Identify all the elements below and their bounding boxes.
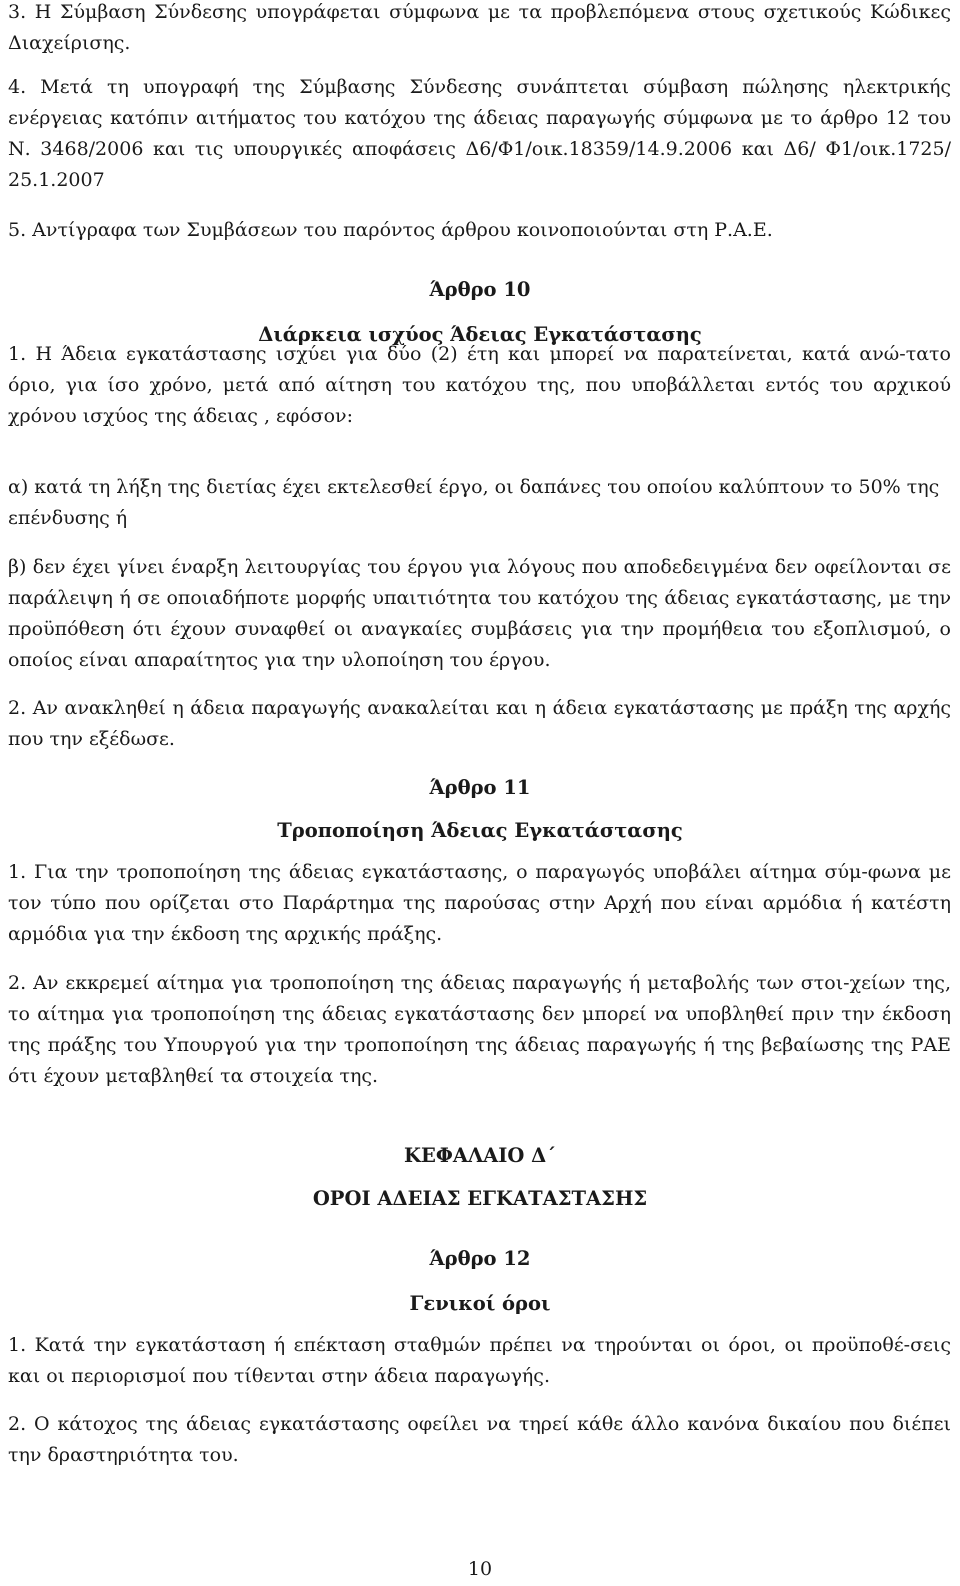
paragraph-4-sale-contract: 4. Μετά τη υπογραφή της Σύμβασης Σύνδεσης συνάπτεται σύμβαση πώλησης ηλεκτρικής ενέργειας κατόπιν αιτήματος του κατόχου της άδειας παραγωγής σύμφωνα με το άρθρο 12 του Ν. 3468/2006 και τις υπουργικές αποφάσεις Δ6/Φ1/οικ.18359/14.9.2006 και Δ6/ Φ1/οικ.1725/ 25.1.2007 bbox=[8, 76, 951, 191]
article-12-paragraph-1: 1. Κατά την εγκατάσταση ή επέκταση σταθμών πρέπει να τηρούνται οι όροι, οι προϋποθέ-σεις και οι περιορισμοί που τίθενται στην άδεια παραγωγής. bbox=[8, 1334, 951, 1387]
article-10-title: Διάρκεια ισχύος Άδειας Εγκατάστασης bbox=[258, 323, 702, 346]
chapter-title: ΟΡΟΙ ΑΔΕΙΑΣ ΕΓΚΑΤΑΣΤΑΣΗΣ bbox=[312, 1187, 648, 1210]
article-10-paragraph-1: 1. Η Άδεια εγκατάστασης ισχύει για δύο (2) έτη και μπορεί να παρατείνεται, κατά ανώ-τατο όριο, για ίσο χρόνο, μετά από αίτηση του κατόχου της, που υποβάλλεται εντός του αρχικού χρόνου ισχύος της άδειας , εφόσον: bbox=[8, 343, 951, 427]
article-12-heading: Άρθρο 12 bbox=[429, 1247, 531, 1270]
article-10-clause-a: α) κατά τη λήξη της διετίας έχει εκτελεσθεί έργο, οι δαπάνες του οποίου καλύπτουν το 50% της επένδυσης ή bbox=[8, 476, 940, 529]
article-11-paragraph-2: 2. Αν εκκρεμεί αίτημα για τροποποίηση της άδειας παραγωγής ή μεταβολής των στοι-χείων της, το αίτημα για τροποποίηση της άδειας εγκατάστασης δεν μπορεί να υποβληθεί πριν την έκδοση της πράξης του Υπουργού για την τροποποίηση της άδειας παραγωγής ή της βεβαίωσης της ΡΑΕ ότι έχουν μεταβληθεί τα στοιχεία της. bbox=[8, 972, 951, 1087]
article-12-paragraph-2: 2. Ο κάτοχος της άδειας εγκατάστασης οφείλει να τηρεί κάθε άλλο κανόνα δικαίου που διέπει την δραστηριότητα του. bbox=[8, 1413, 951, 1466]
article-11-heading: Άρθρο 11 bbox=[429, 776, 531, 799]
article-10-paragraph-2: 2. Αν ανακληθεί η άδεια παραγωγής ανακαλείται και η άδεια εγκατάστασης με πράξη της αρχής που την εξέδωσε. bbox=[8, 697, 951, 750]
article-12-title: Γενικοί όροι bbox=[409, 1292, 551, 1315]
article-11-paragraph-1: 1. Για την τροποποίηση της άδειας εγκατάστασης, ο παραγωγός υποβάλει αίτημα σύμ-φωνα με τον τύπο που ορίζεται στο Παράρτημα της παρούσας στην Αρχή που είναι αρμόδια ή κατέστη αρμόδια για την έκδοση της αρχικής πράξης. bbox=[8, 861, 951, 945]
paragraph-5-copies: 5. Αντίγραφα των Συμβάσεων του παρόντος άρθρου κοινοποιούνται στη Ρ.Α.Ε. bbox=[8, 219, 773, 241]
paragraph-3-connection-contract: 3. Η Σύμβαση Σύνδεσης υπογράφεται σύμφωνα με τα προβλεπόμενα στους σχετικούς Κώδικες Διαχείρισης. bbox=[8, 1, 951, 54]
article-11-title: Τροποποίηση Άδειας Εγκατάστασης bbox=[277, 819, 683, 842]
chapter-heading: ΚΕΦΑΛΑΙΟ Δ΄ bbox=[404, 1144, 556, 1167]
page-number: 10 bbox=[467, 1558, 493, 1580]
article-10-heading: Άρθρο 10 bbox=[429, 278, 531, 301]
article-10-clause-b: β) δεν έχει γίνει έναρξη λειτουργίας του έργου για λόγους που αποδεδειγμένα δεν οφείλονται σε παράλειψη ή σε οποιαδήποτε μορφής υπαιτιότητα του κατόχου της άδειας εγκατάστασης, με την προϋπόθεση ότι έχουν συναφθεί οι αναγκαίες συμβάσεις για την προμήθεια του εξοπλισμού, ο οποίος είναι απαραίτητος για την υλοποίηση του έργου. bbox=[8, 556, 951, 671]
